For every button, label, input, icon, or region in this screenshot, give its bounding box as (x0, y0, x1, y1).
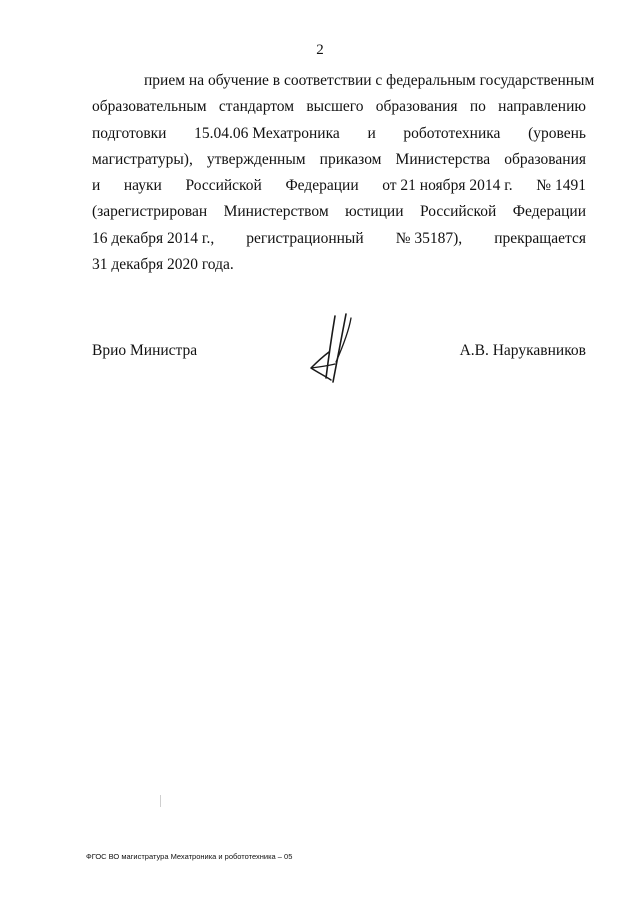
text-segment: по (469, 98, 486, 116)
text-segment: (уровень (528, 124, 586, 142)
text-segment: утвержденным (206, 150, 306, 168)
text-segment: Министерства (395, 150, 491, 168)
text-segment: направлению (498, 98, 586, 116)
text-line (92, 147, 586, 173)
text-segment: образования (375, 98, 458, 116)
text-segment: и (367, 124, 376, 142)
text-segment: № 35187), (395, 229, 463, 247)
text-segment: высшего (306, 98, 364, 116)
text-segment: от 21 ноября 2014 г. (382, 177, 513, 195)
scan-artifact (160, 795, 161, 807)
signer-name: А.В. Нарукавников (459, 342, 586, 359)
handwritten-signature (305, 312, 365, 384)
page-number: 2 (316, 42, 324, 58)
text-segment: и (92, 177, 101, 195)
text-segment: приказом (319, 150, 382, 168)
text-segment: Федерации (285, 177, 359, 195)
text-line (92, 252, 586, 278)
text-segment: магистратуры), (92, 150, 193, 168)
text-segment: образовательным (92, 98, 207, 116)
text-segment: (зарегистрирован (92, 203, 208, 221)
body-paragraph (92, 68, 595, 278)
text-segment: Российской (419, 203, 497, 221)
text-line (92, 199, 586, 225)
text-line (92, 226, 586, 252)
text-segment: прекращается (494, 229, 586, 247)
text-segment: № 1491 (536, 177, 586, 195)
text-segment: юстиции (345, 203, 404, 221)
text-segment: науки (123, 177, 162, 195)
text-line (92, 94, 586, 120)
text-segment: подготовки (92, 124, 167, 142)
text-segment: стандартом (218, 98, 295, 116)
text-line (92, 68, 595, 94)
signer-title: Врио Министра (92, 342, 198, 359)
text-segment: образования (504, 150, 586, 168)
text-line (92, 121, 586, 147)
text-segment: 31 декабря 2020 года. (92, 256, 234, 274)
text-segment: Министерством (223, 203, 329, 221)
text-segment: Федерации (512, 203, 586, 221)
text-segment: робототехника (403, 124, 501, 142)
footer-note: ФГОС ВО магистратура Мехатроника и робототехника – 05 (86, 852, 293, 861)
text-segment: прием на обучение в соответствии с федеральным государственным (144, 72, 595, 89)
text-segment: Российской (185, 177, 262, 195)
text-segment: регистрационный (246, 229, 364, 247)
text-line (92, 173, 586, 199)
text-segment: 15.04.06 Мехатроника (194, 124, 340, 142)
text-segment: 16 декабря 2014 г., (92, 229, 215, 247)
